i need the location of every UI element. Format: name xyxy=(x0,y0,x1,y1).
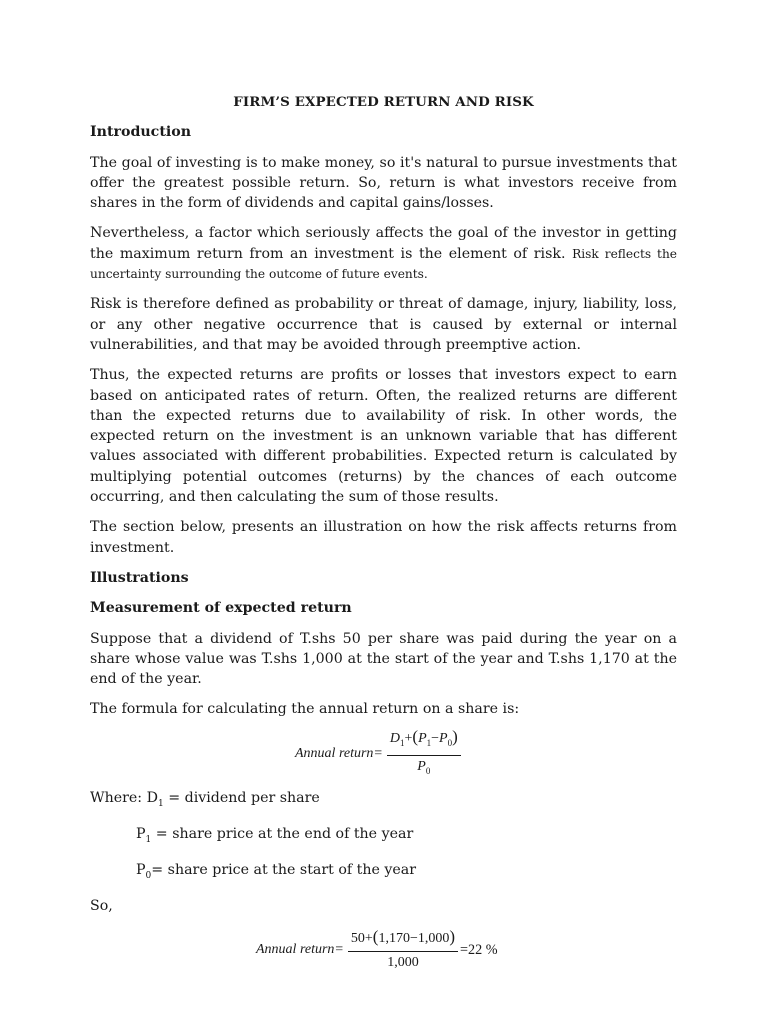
paragraph-expected-returns: Thus, the expected returns are profits or losses that investors expect to earn based on anticipated rates of return. Often, the realized returns are different than the expected returns due to availability of risk. In other words, the expected return on the investment is an unknown variable that has different values associated with different probabilities. Expected return is calculated by multiplying potential outcomes (returns) by the chances of each outcome occurring, and then calculating the sum of those results. xyxy=(90,367,677,506)
paragraph-nevertheless-small: Risk reflects the uncertainty surrounding the outcome of future events. xyxy=(90,246,678,282)
introduction-heading: Introduction xyxy=(90,124,192,141)
formula-lhs: Annual return= xyxy=(295,745,383,761)
paragraph-nevertheless-main: Nevertheless, a factor which seriously affects the goal of the investor in getting the maximum return from an investment is the element of risk. xyxy=(90,225,677,262)
where-p1: $P_1$ = share price at the end of the year xyxy=(136,825,414,845)
where-p0: $P_0=$ share price at the start of the year xyxy=(136,861,417,881)
formula-denominator: $P_0$ xyxy=(417,758,431,776)
paragraph-formula-intro: The formula for calculating the annual return on a share is: xyxy=(90,701,520,718)
calc-numerator: 50+(1,170−1,000) xyxy=(348,927,458,952)
calc-result: =22 % xyxy=(460,942,498,959)
formula-numerator: $D_1+(P_1-P_0)$ xyxy=(387,727,461,756)
paragraph-section-below: The section below, presents an illustration on how the risk affects returns from investment. xyxy=(90,519,677,556)
document-title: FIRM’S EXPECTED RETURN AND RISK xyxy=(233,94,534,110)
document-page xyxy=(90,92,677,984)
paragraph-dividend-example: Suppose that a dividend of T.shs 50 per share was paid during the year on a share whose value was T.shs 1,000 at the start of the year and T.shs 1,170 at the end of the year. xyxy=(90,630,677,688)
paragraph-nevertheless xyxy=(90,223,677,284)
calc-denominator: 1,000 xyxy=(387,955,419,971)
illustrations-heading: Illustrations xyxy=(90,569,189,586)
formula-fraction xyxy=(387,727,461,781)
calc-lhs: Annual return= xyxy=(256,942,344,958)
where-d1: Where: $D_1$ = dividend per share xyxy=(90,789,320,809)
so-label: So, xyxy=(90,898,113,915)
paragraph-goal-of-investing: The goal of investing is to make money, so it's natural to pursue investments that offer the greatest possible return. So, return is what investors receive from shares in the form of dividends and capital gains/losses. xyxy=(90,154,677,212)
paragraph-risk-definition: Risk is therefore defined as probability or threat of damage, injury, liability, loss, or any other negative occurrence that is caused by external or internal vulnerabilities, and that may be avoided through preemptive action. xyxy=(90,296,677,353)
measurement-heading: Measurement of expected return xyxy=(90,600,352,617)
annual-return-formula xyxy=(90,726,677,778)
annual-return-calculation xyxy=(90,926,677,974)
calc-fraction xyxy=(348,927,458,974)
